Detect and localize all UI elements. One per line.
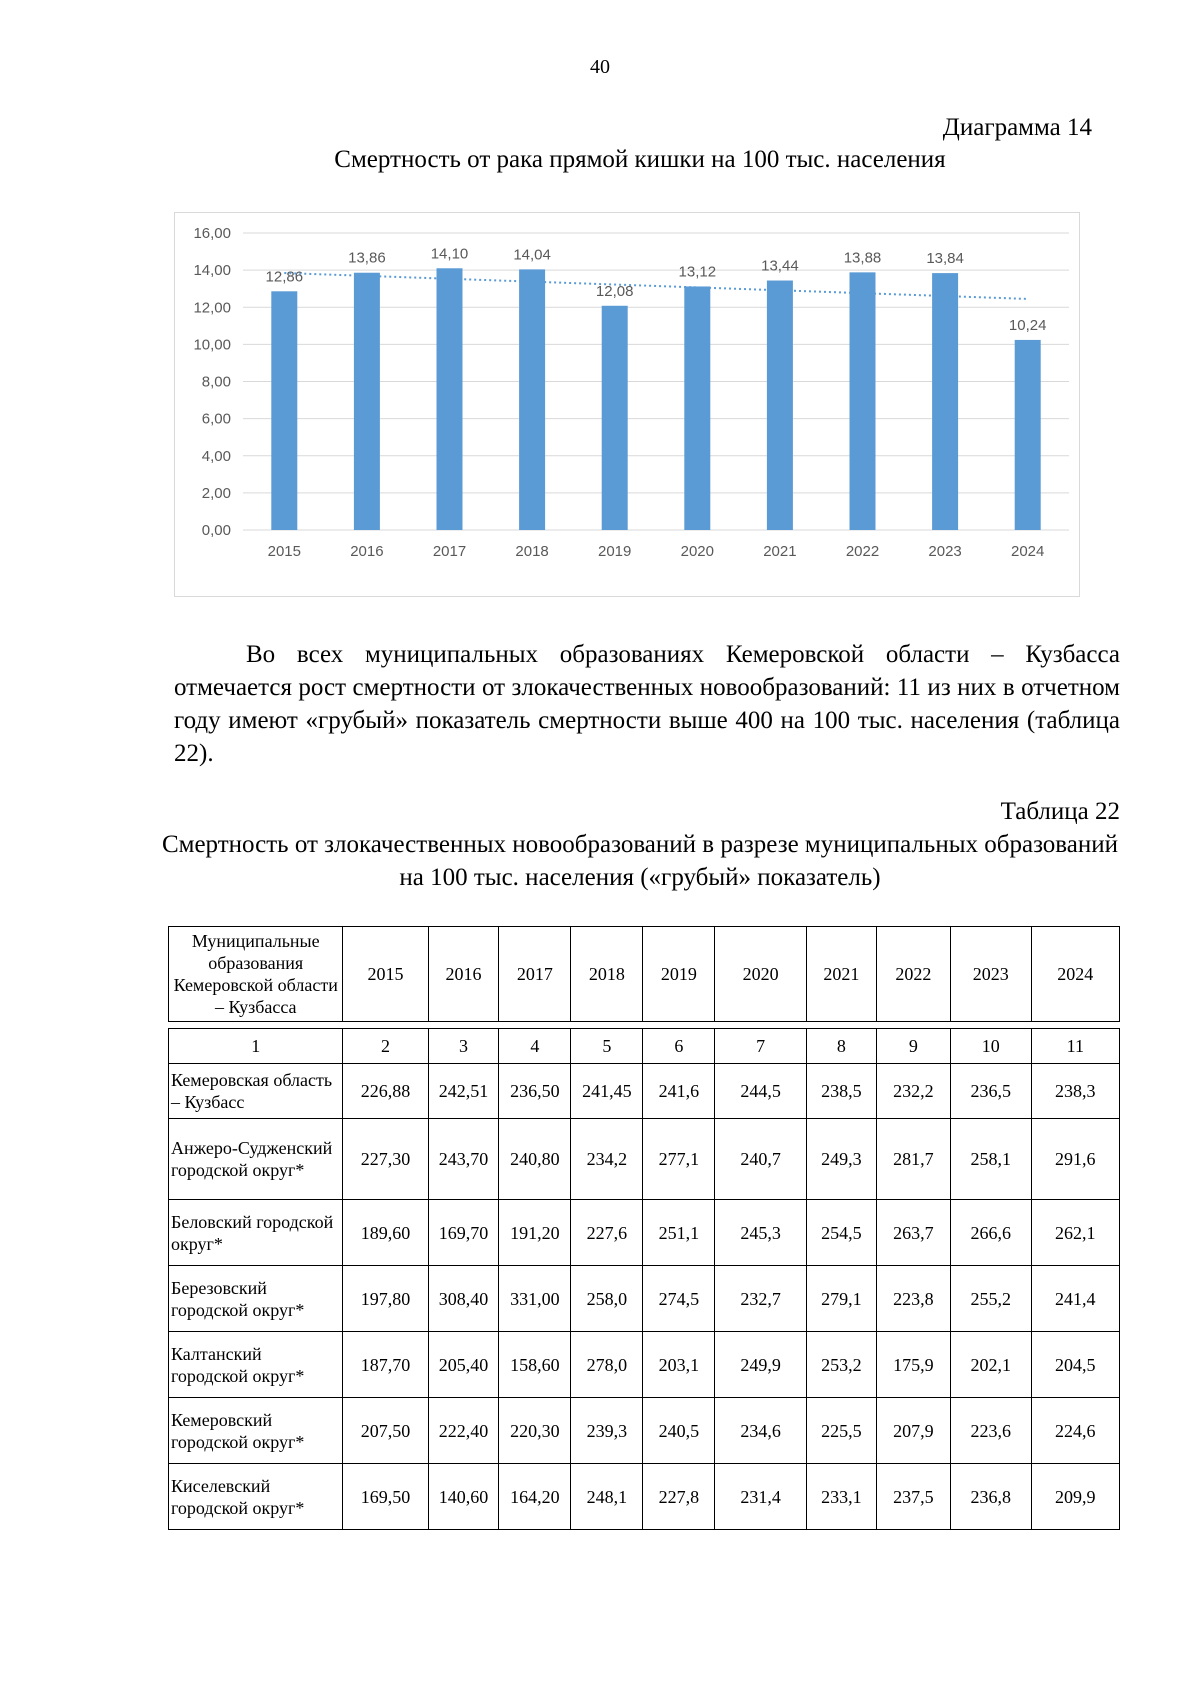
value-cell: 278,0: [571, 1332, 643, 1398]
bar: [1015, 340, 1041, 530]
data-label: 13,86: [348, 249, 386, 267]
value-cell: 249,9: [715, 1332, 807, 1398]
value-cell: 241,6: [643, 1064, 715, 1119]
value-cell: 331,00: [499, 1266, 571, 1332]
y-tick-label: 14,00: [193, 262, 231, 280]
value-cell: 225,5: [806, 1398, 876, 1464]
body-paragraph: Во всех муниципальных образованиях Кемеровской области – Кузбасса отмечается рост смертности от злокачественных новообразований: 11 из них в отчетном году имеют «грубый» показатель смертности выше 400 на 100 тыс. населения (таблица 22).: [174, 641, 1120, 767]
value-cell: 224,6: [1031, 1398, 1119, 1464]
value-cell: 238,5: [806, 1064, 876, 1119]
column-number-cell: 6: [643, 1029, 715, 1064]
x-tick-label: 2023: [928, 543, 962, 560]
value-cell: 226,88: [343, 1064, 428, 1119]
bar-chart: [174, 212, 1080, 597]
table-label: Таблица 22: [1000, 798, 1120, 825]
value-cell: 281,7: [876, 1119, 950, 1200]
value-cell: 239,3: [571, 1398, 643, 1464]
x-tick-label: 2022: [845, 543, 880, 560]
value-cell: 232,7: [715, 1266, 807, 1332]
municipality-name-cell: Березовский городской округ*: [169, 1266, 343, 1332]
x-tick-label: 2018: [515, 543, 549, 560]
x-tick-label: 2021: [763, 543, 797, 560]
value-cell: 243,70: [428, 1119, 499, 1200]
value-cell: 207,9: [876, 1398, 950, 1464]
x-tick-label: 2016: [350, 543, 384, 560]
y-tick-label: 16,00: [193, 225, 231, 242]
value-cell: 233,1: [806, 1464, 876, 1530]
value-cell: 169,70: [428, 1200, 499, 1266]
municipality-name-cell: Кемеровский городской округ*: [169, 1398, 343, 1464]
mortality-table: [168, 1028, 1120, 1530]
value-cell: 234,2: [571, 1119, 643, 1200]
trendline: [284, 273, 1027, 299]
value-cell: 231,4: [715, 1464, 807, 1530]
table-row: [169, 1398, 1120, 1464]
table-row: [169, 1200, 1120, 1266]
header-year-cell: 2017: [499, 927, 571, 1022]
value-cell: 241,4: [1031, 1266, 1119, 1332]
column-number-cell: 4: [499, 1029, 571, 1064]
value-cell: 227,30: [343, 1119, 428, 1200]
column-number-cell: 11: [1031, 1029, 1119, 1064]
chart-svg: [175, 213, 1079, 596]
table-row: [169, 1119, 1120, 1200]
column-number-cell: 2: [343, 1029, 428, 1064]
value-cell: 291,6: [1031, 1119, 1119, 1200]
header-year-cell: 2020: [715, 927, 807, 1022]
value-cell: 251,1: [643, 1200, 715, 1266]
header-year-cell: 2016: [428, 927, 499, 1022]
value-cell: 240,7: [715, 1119, 807, 1200]
bar: [437, 268, 463, 530]
column-number-cell: 1: [169, 1029, 343, 1064]
x-tick-label: 2015: [267, 543, 301, 560]
municipality-name-cell: Киселевский городской округ*: [169, 1464, 343, 1530]
bar: [271, 291, 297, 530]
table-row: [169, 1266, 1120, 1332]
value-cell: 223,6: [950, 1398, 1031, 1464]
value-cell: 227,6: [571, 1200, 643, 1266]
x-tick-label: 2024: [1011, 543, 1045, 560]
value-cell: 254,5: [806, 1200, 876, 1266]
table-title: Смертность от злокачественных новообразований в разрезе муниципальных образований на 100 тыс. населения («грубый» показатель): [161, 831, 1119, 891]
bar: [767, 281, 793, 530]
value-cell: 279,1: [806, 1266, 876, 1332]
bar: [932, 273, 958, 530]
header-year-cell: 2023: [950, 927, 1031, 1022]
header-year-cell: 2024: [1031, 927, 1119, 1022]
value-cell: 249,3: [806, 1119, 876, 1200]
value-cell: 227,8: [643, 1464, 715, 1530]
value-cell: 237,5: [876, 1464, 950, 1530]
value-cell: 203,1: [643, 1332, 715, 1398]
header-name-cell: Муниципальные образования Кемеровской области – Кузбасса: [169, 927, 343, 1022]
value-cell: 258,0: [571, 1266, 643, 1332]
value-cell: 202,1: [950, 1332, 1031, 1398]
value-cell: 277,1: [643, 1119, 715, 1200]
value-cell: 236,50: [499, 1064, 571, 1119]
y-tick-label: 12,00: [193, 299, 231, 317]
value-cell: 262,1: [1031, 1200, 1119, 1266]
value-cell: 164,20: [499, 1464, 571, 1530]
value-cell: 266,6: [950, 1200, 1031, 1266]
data-label: 14,10: [430, 245, 469, 263]
diagram-label: Диаграмма 14: [942, 114, 1092, 141]
value-cell: 197,80: [343, 1266, 428, 1332]
y-tick-label: 6,00: [201, 410, 231, 428]
value-cell: 274,5: [643, 1266, 715, 1332]
value-cell: 238,3: [1031, 1064, 1119, 1119]
bar: [684, 286, 710, 530]
data-label: 14,04: [513, 246, 551, 264]
municipality-name-cell: Калтанский городской округ*: [169, 1332, 343, 1398]
value-cell: 207,50: [343, 1398, 428, 1464]
value-cell: 140,60: [428, 1464, 499, 1530]
data-label: 13,88: [843, 249, 882, 267]
value-cell: 169,50: [343, 1464, 428, 1530]
value-cell: 232,2: [876, 1064, 950, 1119]
y-tick-label: 10,00: [193, 336, 231, 354]
table-row: [169, 1064, 1120, 1119]
diagram-title: Смертность от рака прямой кишки на 100 тыс. населения: [334, 146, 946, 173]
value-cell: 258,1: [950, 1119, 1031, 1200]
column-number-row: [169, 1029, 1120, 1064]
data-label: 12,86: [265, 268, 304, 286]
value-cell: 222,40: [428, 1398, 499, 1464]
value-cell: 236,8: [950, 1464, 1031, 1530]
value-cell: 308,40: [428, 1266, 499, 1332]
y-tick-label: 8,00: [201, 373, 231, 391]
value-cell: 209,9: [1031, 1464, 1119, 1530]
bar: [519, 269, 545, 530]
value-cell: 236,5: [950, 1064, 1031, 1119]
column-number-cell: 7: [715, 1029, 807, 1064]
value-cell: 158,60: [499, 1332, 571, 1398]
y-tick-label: 4,00: [201, 447, 231, 465]
page-number: 40: [590, 56, 610, 78]
x-tick-label: 2020: [680, 543, 714, 560]
header-year-cell: 2022: [876, 927, 950, 1022]
x-tick-label: 2019: [598, 543, 632, 560]
bar: [602, 306, 628, 530]
value-cell: 242,51: [428, 1064, 499, 1119]
header-year-cell: 2018: [571, 927, 643, 1022]
value-cell: 205,40: [428, 1332, 499, 1398]
municipality-name-cell: Кемеровская область – Кузбасс: [169, 1064, 343, 1119]
value-cell: 187,70: [343, 1332, 428, 1398]
x-tick-label: 2017: [432, 543, 467, 560]
y-tick-label: 0,00: [201, 522, 231, 539]
bar: [354, 273, 380, 530]
value-cell: 244,5: [715, 1064, 807, 1119]
value-cell: 175,9: [876, 1332, 950, 1398]
column-number-cell: 9: [876, 1029, 950, 1064]
value-cell: 240,80: [499, 1119, 571, 1200]
header-year-cell: 2019: [643, 927, 715, 1022]
value-cell: 220,30: [499, 1398, 571, 1464]
data-label: 10,24: [1008, 316, 1047, 334]
header-row: [169, 927, 1120, 1022]
value-cell: 255,2: [950, 1266, 1031, 1332]
table-row: [169, 1464, 1120, 1530]
data-label: 13,12: [678, 263, 717, 281]
value-cell: 189,60: [343, 1200, 428, 1266]
value-cell: 263,7: [876, 1200, 950, 1266]
value-cell: 248,1: [571, 1464, 643, 1530]
value-cell: 191,20: [499, 1200, 571, 1266]
data-label: 13,84: [926, 250, 964, 268]
header-year-cell: 2021: [806, 927, 876, 1022]
value-cell: 253,2: [806, 1332, 876, 1398]
value-cell: 241,45: [571, 1064, 643, 1119]
column-number-cell: 8: [806, 1029, 876, 1064]
value-cell: 204,5: [1031, 1332, 1119, 1398]
bar: [850, 272, 876, 530]
data-label: 13,44: [761, 257, 799, 275]
municipality-name-cell: Беловский городской округ*: [169, 1200, 343, 1266]
value-cell: 223,8: [876, 1266, 950, 1332]
column-number-cell: 3: [428, 1029, 499, 1064]
data-label: 12,08: [595, 282, 634, 300]
value-cell: 240,5: [643, 1398, 715, 1464]
municipality-name-cell: Анжеро-Судженский городской округ*: [169, 1119, 343, 1200]
header-year-cell: 2015: [343, 927, 428, 1022]
value-cell: 234,6: [715, 1398, 807, 1464]
column-number-cell: 10: [950, 1029, 1031, 1064]
table-row: [169, 1332, 1120, 1398]
table-header: [168, 926, 1120, 1022]
value-cell: 245,3: [715, 1200, 807, 1266]
column-number-cell: 5: [571, 1029, 643, 1064]
y-tick-label: 2,00: [201, 484, 231, 502]
